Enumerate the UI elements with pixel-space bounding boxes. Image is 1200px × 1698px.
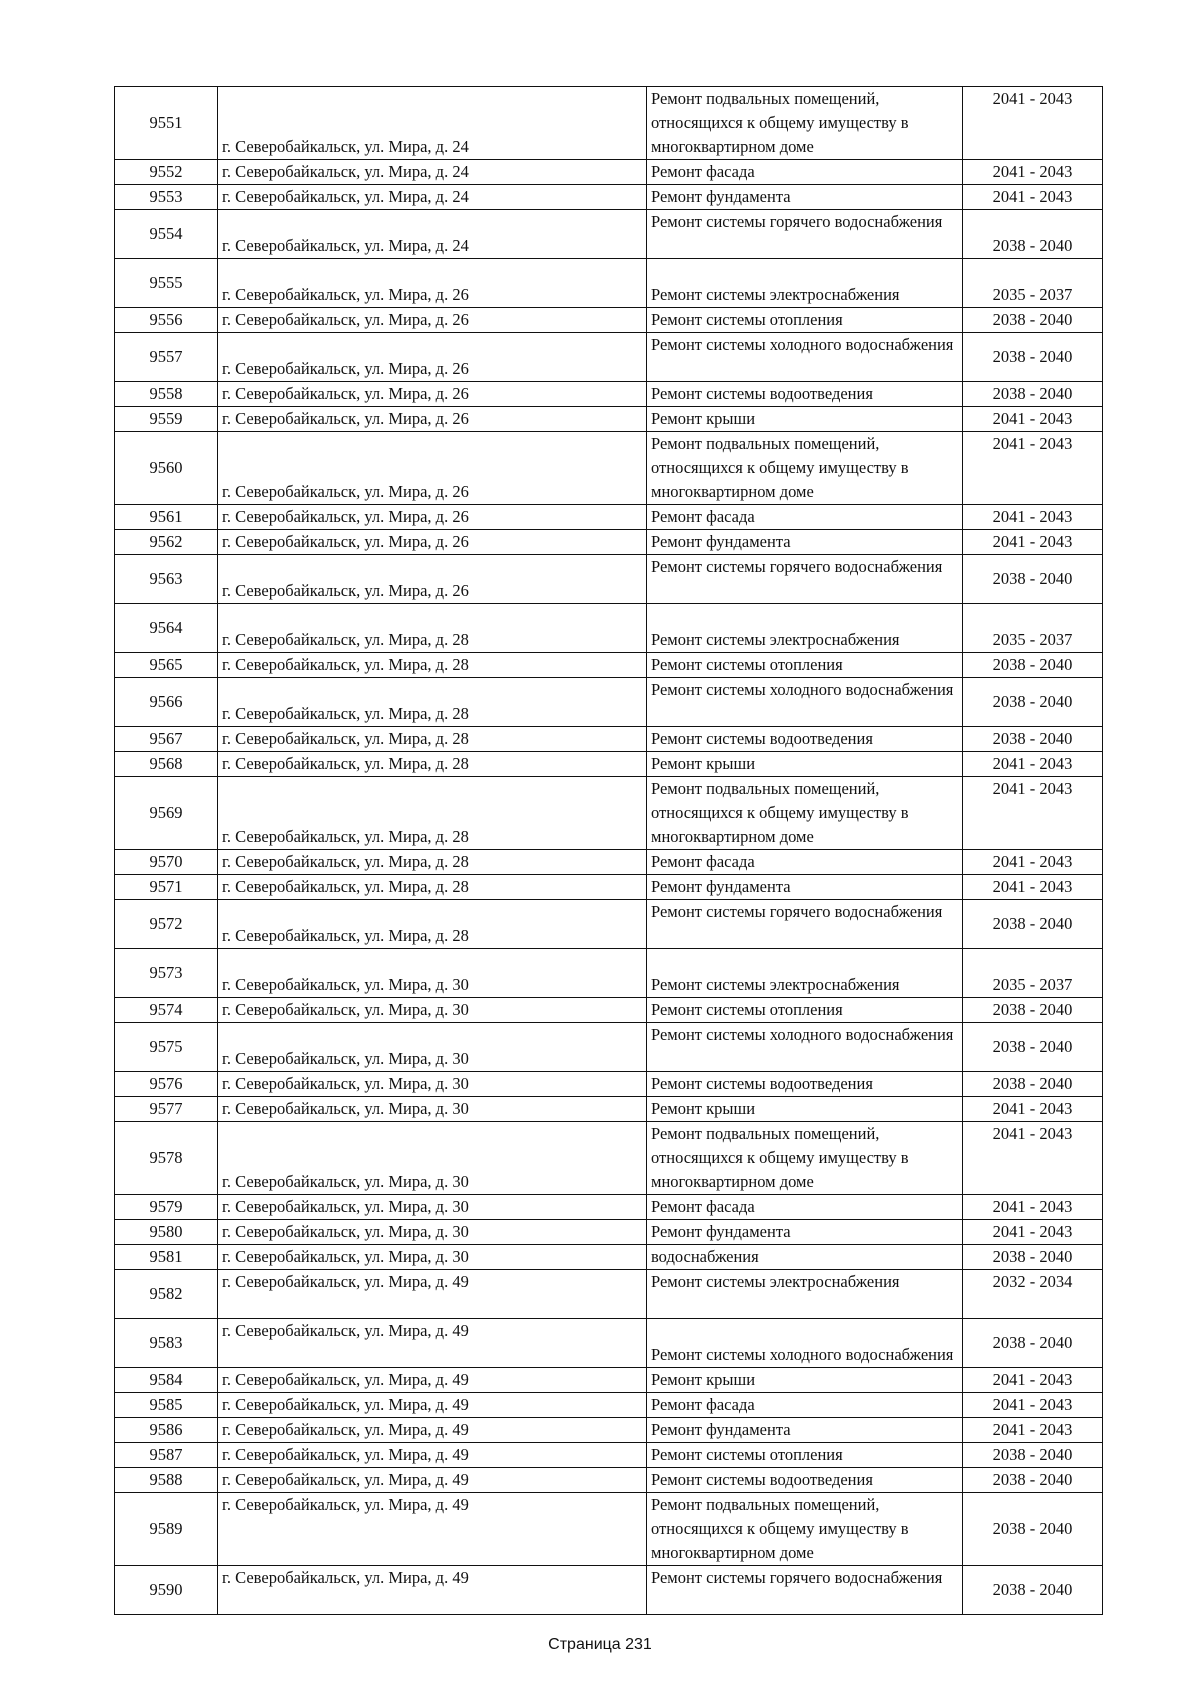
row-number-cell: 9563 (115, 555, 218, 604)
work-type-cell: водоснабжения (647, 1245, 963, 1270)
work-type-cell: Ремонт подвальных помещений, относящихся к общему имуществу в многоквартирном доме (647, 432, 963, 505)
work-type-cell: Ремонт фундамента (647, 1220, 963, 1245)
table-row (115, 382, 1103, 407)
row-number-cell: 9580 (115, 1220, 218, 1245)
work-type-cell: Ремонт фундамента (647, 1418, 963, 1443)
table-row (115, 210, 1103, 259)
address-cell: г. Северобайкальск, ул. Мира, д. 26 (218, 432, 647, 505)
years-cell: 2041 - 2043 (963, 407, 1103, 432)
years-cell: 2038 - 2040 (963, 1493, 1103, 1566)
row-number-cell: 9572 (115, 900, 218, 949)
table-row (115, 432, 1103, 505)
years-cell: 2041 - 2043 (963, 160, 1103, 185)
table-row (115, 1097, 1103, 1122)
table-row (115, 1393, 1103, 1418)
table-row (115, 1418, 1103, 1443)
work-type-cell: Ремонт системы холодного водоснабжения (647, 1319, 963, 1368)
work-type-cell: Ремонт фундамента (647, 185, 963, 210)
years-cell: 2041 - 2043 (963, 1097, 1103, 1122)
address-cell: г. Северобайкальск, ул. Мира, д. 26 (218, 505, 647, 530)
years-cell: 2038 - 2040 (963, 678, 1103, 727)
years-cell: 2041 - 2043 (963, 1393, 1103, 1418)
table-row (115, 678, 1103, 727)
years-cell: 2038 - 2040 (963, 210, 1103, 259)
work-type-cell: Ремонт крыши (647, 1368, 963, 1393)
address-cell: г. Северобайкальск, ул. Мира, д. 30 (218, 1023, 647, 1072)
table-row (115, 333, 1103, 382)
row-number-cell: 9554 (115, 210, 218, 259)
address-cell: г. Северобайкальск, ул. Мира, д. 30 (218, 998, 647, 1023)
years-cell: 2038 - 2040 (963, 555, 1103, 604)
work-type-cell: Ремонт системы электроснабжения (647, 259, 963, 308)
years-cell: 2041 - 2043 (963, 777, 1103, 850)
work-type-cell: Ремонт системы холодного водоснабжения (647, 333, 963, 382)
table-row (115, 949, 1103, 998)
years-cell: 2038 - 2040 (963, 998, 1103, 1023)
work-type-cell: Ремонт системы водоотведения (647, 382, 963, 407)
years-cell: 2035 - 2037 (963, 259, 1103, 308)
work-type-cell: Ремонт подвальных помещений, относящихся к общему имуществу в многоквартирном доме (647, 1493, 963, 1566)
years-cell: 2038 - 2040 (963, 1319, 1103, 1368)
row-number-cell: 9583 (115, 1319, 218, 1368)
row-number-cell: 9571 (115, 875, 218, 900)
years-cell: 2041 - 2043 (963, 1368, 1103, 1393)
row-number-cell: 9587 (115, 1443, 218, 1468)
row-number-cell: 9584 (115, 1368, 218, 1393)
years-cell: 2041 - 2043 (963, 87, 1103, 160)
address-cell: г. Северобайкальск, ул. Мира, д. 28 (218, 653, 647, 678)
row-number-cell: 9564 (115, 604, 218, 653)
table-row (115, 1566, 1103, 1615)
years-cell: 2041 - 2043 (963, 1220, 1103, 1245)
table-row (115, 1319, 1103, 1368)
address-cell: г. Северобайкальск, ул. Мира, д. 24 (218, 87, 647, 160)
table-row (115, 727, 1103, 752)
address-cell: г. Северобайкальск, ул. Мира, д. 26 (218, 308, 647, 333)
work-type-cell: Ремонт системы электроснабжения (647, 604, 963, 653)
years-cell: 2032 - 2034 (963, 1270, 1103, 1319)
work-type-cell: Ремонт крыши (647, 407, 963, 432)
address-cell: г. Северобайкальск, ул. Мира, д. 24 (218, 210, 647, 259)
address-cell: г. Северобайкальск, ул. Мира, д. 28 (218, 678, 647, 727)
years-cell: 2041 - 2043 (963, 875, 1103, 900)
address-cell: г. Северобайкальск, ул. Мира, д. 49 (218, 1393, 647, 1418)
row-number-cell: 9588 (115, 1468, 218, 1493)
years-cell: 2038 - 2040 (963, 1468, 1103, 1493)
address-cell: г. Северобайкальск, ул. Мира, д. 30 (218, 1097, 647, 1122)
address-cell: г. Северобайкальск, ул. Мира, д. 30 (218, 949, 647, 998)
work-type-cell: Ремонт системы горячего водоснабжения (647, 900, 963, 949)
work-type-cell: Ремонт фасада (647, 160, 963, 185)
table-row (115, 875, 1103, 900)
row-number-cell: 9561 (115, 505, 218, 530)
address-cell: г. Северобайкальск, ул. Мира, д. 49 (218, 1443, 647, 1468)
work-type-cell: Ремонт системы электроснабжения (647, 1270, 963, 1319)
table-row (115, 555, 1103, 604)
address-cell: г. Северобайкальск, ул. Мира, д. 26 (218, 259, 647, 308)
work-type-cell: Ремонт подвальных помещений, относящихся к общему имуществу в многоквартирном доме (647, 1122, 963, 1195)
row-number-cell: 9589 (115, 1493, 218, 1566)
years-cell: 2035 - 2037 (963, 949, 1103, 998)
table-row (115, 1023, 1103, 1072)
work-type-cell: Ремонт фундамента (647, 875, 963, 900)
table-row (115, 1368, 1103, 1393)
years-cell: 2041 - 2043 (963, 530, 1103, 555)
row-number-cell: 9567 (115, 727, 218, 752)
table-body (115, 87, 1103, 1615)
row-number-cell: 9579 (115, 1195, 218, 1220)
years-cell: 2038 - 2040 (963, 382, 1103, 407)
table-row (115, 998, 1103, 1023)
years-cell: 2038 - 2040 (963, 308, 1103, 333)
address-cell: г. Северобайкальск, ул. Мира, д. 30 (218, 1220, 647, 1245)
table-row (115, 1195, 1103, 1220)
table-row (115, 777, 1103, 850)
row-number-cell: 9576 (115, 1072, 218, 1097)
work-type-cell: Ремонт крыши (647, 1097, 963, 1122)
work-type-cell: Ремонт фундамента (647, 530, 963, 555)
years-cell: 2038 - 2040 (963, 1245, 1103, 1270)
work-type-cell: Ремонт системы отопления (647, 998, 963, 1023)
work-type-cell: Ремонт системы отопления (647, 1443, 963, 1468)
address-cell: г. Северобайкальск, ул. Мира, д. 24 (218, 160, 647, 185)
years-cell: 2041 - 2043 (963, 1418, 1103, 1443)
address-cell: г. Северобайкальск, ул. Мира, д. 30 (218, 1122, 647, 1195)
row-number-cell: 9555 (115, 259, 218, 308)
years-cell: 2038 - 2040 (963, 1072, 1103, 1097)
address-cell: г. Северобайкальск, ул. Мира, д. 30 (218, 1245, 647, 1270)
years-cell: 2041 - 2043 (963, 1122, 1103, 1195)
row-number-cell: 9557 (115, 333, 218, 382)
address-cell: г. Северобайкальск, ул. Мира, д. 26 (218, 555, 647, 604)
table-row (115, 87, 1103, 160)
years-cell: 2038 - 2040 (963, 727, 1103, 752)
years-cell: 2035 - 2037 (963, 604, 1103, 653)
table-row (115, 1245, 1103, 1270)
address-cell: г. Северобайкальск, ул. Мира, д. 49 (218, 1270, 647, 1319)
work-type-cell: Ремонт фасада (647, 1393, 963, 1418)
address-cell: г. Северобайкальск, ул. Мира, д. 26 (218, 382, 647, 407)
work-type-cell: Ремонт системы водоотведения (647, 727, 963, 752)
address-cell: г. Северобайкальск, ул. Мира, д. 49 (218, 1319, 647, 1368)
work-type-cell: Ремонт системы холодного водоснабжения (647, 678, 963, 727)
table-row (115, 259, 1103, 308)
row-number-cell: 9582 (115, 1270, 218, 1319)
row-number-cell: 9569 (115, 777, 218, 850)
years-cell: 2041 - 2043 (963, 185, 1103, 210)
work-type-cell: Ремонт системы водоотведения (647, 1468, 963, 1493)
address-cell: г. Северобайкальск, ул. Мира, д. 49 (218, 1368, 647, 1393)
address-cell: г. Северобайкальск, ул. Мира, д. 28 (218, 727, 647, 752)
row-number-cell: 9568 (115, 752, 218, 777)
years-cell: 2038 - 2040 (963, 1566, 1103, 1615)
table-row (115, 185, 1103, 210)
row-number-cell: 9575 (115, 1023, 218, 1072)
row-number-cell: 9560 (115, 432, 218, 505)
table-row (115, 407, 1103, 432)
years-cell: 2038 - 2040 (963, 333, 1103, 382)
work-type-cell: Ремонт фасада (647, 1195, 963, 1220)
address-cell: г. Северобайкальск, ул. Мира, д. 26 (218, 407, 647, 432)
table-row (115, 1270, 1103, 1319)
table-row (115, 850, 1103, 875)
years-cell: 2041 - 2043 (963, 432, 1103, 505)
row-number-cell: 9566 (115, 678, 218, 727)
address-cell: г. Северобайкальск, ул. Мира, д. 49 (218, 1566, 647, 1615)
table-row (115, 160, 1103, 185)
address-cell: г. Северобайкальск, ул. Мира, д. 30 (218, 1072, 647, 1097)
address-cell: г. Северобайкальск, ул. Мира, д. 28 (218, 875, 647, 900)
work-type-cell: Ремонт системы горячего водоснабжения (647, 555, 963, 604)
address-cell: г. Северобайкальск, ул. Мира, д. 49 (218, 1418, 647, 1443)
work-type-cell: Ремонт фасада (647, 505, 963, 530)
address-cell: г. Северобайкальск, ул. Мира, д. 28 (218, 752, 647, 777)
row-number-cell: 9552 (115, 160, 218, 185)
work-type-cell: Ремонт подвальных помещений, относящихся к общему имуществу в многоквартирном доме (647, 777, 963, 850)
table-row (115, 604, 1103, 653)
row-number-cell: 9559 (115, 407, 218, 432)
address-cell: г. Северобайкальск, ул. Мира, д. 49 (218, 1468, 647, 1493)
years-cell: 2038 - 2040 (963, 1023, 1103, 1072)
row-number-cell: 9574 (115, 998, 218, 1023)
years-cell: 2041 - 2043 (963, 850, 1103, 875)
row-number-cell: 9585 (115, 1393, 218, 1418)
table-row (115, 1122, 1103, 1195)
table-row (115, 1468, 1103, 1493)
work-type-cell: Ремонт подвальных помещений, относящихся к общему имуществу в многоквартирном доме (647, 87, 963, 160)
address-cell: г. Северобайкальск, ул. Мира, д. 28 (218, 604, 647, 653)
table-row (115, 1443, 1103, 1468)
work-type-cell: Ремонт крыши (647, 752, 963, 777)
row-number-cell: 9573 (115, 949, 218, 998)
address-cell: г. Северобайкальск, ул. Мира, д. 28 (218, 777, 647, 850)
row-number-cell: 9562 (115, 530, 218, 555)
table-row (115, 752, 1103, 777)
row-number-cell: 9577 (115, 1097, 218, 1122)
row-number-cell: 9565 (115, 653, 218, 678)
work-type-cell: Ремонт системы электроснабжения (647, 949, 963, 998)
work-type-cell: Ремонт системы отопления (647, 308, 963, 333)
table-row (115, 308, 1103, 333)
table-row (115, 505, 1103, 530)
row-number-cell: 9586 (115, 1418, 218, 1443)
years-cell: 2041 - 2043 (963, 1195, 1103, 1220)
address-cell: г. Северобайкальск, ул. Мира, д. 26 (218, 333, 647, 382)
table-row (115, 1220, 1103, 1245)
work-type-cell: Ремонт фасада (647, 850, 963, 875)
row-number-cell: 9553 (115, 185, 218, 210)
address-cell: г. Северобайкальск, ул. Мира, д. 30 (218, 1195, 647, 1220)
table-row (115, 1493, 1103, 1566)
work-type-cell: Ремонт системы горячего водоснабжения (647, 210, 963, 259)
address-cell: г. Северобайкальск, ул. Мира, д. 28 (218, 850, 647, 875)
row-number-cell: 9558 (115, 382, 218, 407)
address-cell: г. Северобайкальск, ул. Мира, д. 24 (218, 185, 647, 210)
row-number-cell: 9581 (115, 1245, 218, 1270)
work-type-cell: Ремонт системы горячего водоснабжения (647, 1566, 963, 1615)
row-number-cell: 9551 (115, 87, 218, 160)
work-type-cell: Ремонт системы водоотведения (647, 1072, 963, 1097)
address-cell: г. Северобайкальск, ул. Мира, д. 26 (218, 530, 647, 555)
work-type-cell: Ремонт системы отопления (647, 653, 963, 678)
address-cell: г. Северобайкальск, ул. Мира, д. 49 (218, 1493, 647, 1566)
page-number: Страница 231 (548, 1636, 652, 1653)
address-cell: г. Северобайкальск, ул. Мира, д. 28 (218, 900, 647, 949)
table-row (115, 653, 1103, 678)
years-cell: 2041 - 2043 (963, 505, 1103, 530)
years-cell: 2038 - 2040 (963, 900, 1103, 949)
repair-schedule-table (114, 86, 1103, 1615)
row-number-cell: 9570 (115, 850, 218, 875)
row-number-cell: 9578 (115, 1122, 218, 1195)
years-cell: 2038 - 2040 (963, 653, 1103, 678)
table-row (115, 900, 1103, 949)
row-number-cell: 9556 (115, 308, 218, 333)
years-cell: 2041 - 2043 (963, 752, 1103, 777)
table-row (115, 530, 1103, 555)
work-type-cell: Ремонт системы холодного водоснабжения (647, 1023, 963, 1072)
years-cell: 2038 - 2040 (963, 1443, 1103, 1468)
row-number-cell: 9590 (115, 1566, 218, 1615)
table-row (115, 1072, 1103, 1097)
